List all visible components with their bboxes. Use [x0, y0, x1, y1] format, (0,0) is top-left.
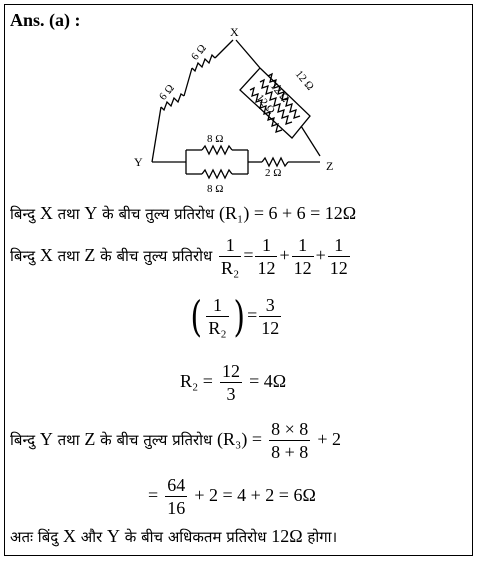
line1-node-x: X: [39, 203, 53, 223]
line6-lhs: =: [148, 485, 159, 505]
line-r2-result: [180, 360, 286, 405]
line1-node-y: Y: [84, 203, 98, 223]
line2-node-x: X: [39, 245, 53, 265]
label-r-xy-upper: 6 Ω: [189, 42, 209, 63]
circuit-diagram: [120, 28, 340, 198]
fraction-1-r2-paren: $\frac{1}{\text{R₂}}$: [208, 295, 227, 338]
fraction-8x8-over-8p8: $\frac{8 \times 8}{8 + 8}$: [271, 419, 309, 462]
line2-node-z: Z: [84, 245, 96, 265]
line7-node-x: X: [63, 526, 76, 546]
line1-text1: बिन्दु: [10, 205, 40, 223]
fraction-12-3: $\frac{12}{3}$: [222, 361, 241, 404]
line7-node-y: Y: [107, 526, 121, 546]
fraction-64-16: $\frac{64}{16}$: [167, 475, 186, 518]
fraction-3-12: $\frac{3}{12}$: [261, 295, 280, 338]
line5-text2: तथा: [52, 431, 85, 449]
line1-expression: (R₁) = 6 + 6 = 12Ω: [219, 203, 357, 223]
line2-text3: के बीच तुल्य प्रतिरोध: [95, 247, 218, 265]
line7-text4: होगा।: [302, 528, 338, 546]
resistor-yz-bottom: [202, 170, 232, 178]
line-r2-simplified: ( $\frac{1}{\text{R₂}}$ ) = $\frac{3}{12}$: [190, 291, 280, 341]
line5-text3: के बीच तुल्य प्रतिरोध: [95, 431, 218, 449]
answer-heading: Ans. (a) :: [10, 10, 81, 30]
line-r3-formula: [10, 418, 341, 463]
label-r-yz-top: 8 Ω: [207, 133, 224, 145]
line-conclusion: [10, 526, 337, 547]
line4-rhs: = 4Ω: [249, 371, 287, 391]
line4-lhs: R₂ =: [180, 371, 213, 391]
resistor-yz-top: [202, 146, 232, 154]
fraction-1-12-c: $\frac{1}{12}$: [329, 235, 348, 278]
label-r-xy-lower: 6 Ω: [157, 82, 177, 103]
line6-rhs: + 2 = 4 + 2 = 6Ω: [194, 485, 316, 505]
node-y-label: Y: [134, 155, 143, 169]
label-r-xz-2: 12 Ω: [267, 80, 291, 105]
line-r1: [10, 203, 356, 224]
line2-text2: तथा: [52, 247, 85, 265]
line5-rhs: + 2: [317, 429, 341, 449]
line2-text1: बिन्दु: [10, 247, 40, 265]
label-r-xz-3: 12 Ω: [253, 92, 277, 117]
fraction-1-12-b: $\frac{1}{12}$: [293, 235, 312, 278]
label-r-yz-series: 2 Ω: [265, 167, 282, 179]
line1-text2: तथा: [52, 205, 85, 223]
line-r2-formula: बिन्दु X तथा Z के बीच तुल्य प्रतिरोध $\frac{1}{\text{R₂}}$ = $\frac{1}{12}$ + $\frac{1}{12}$ + $\frac{1}{12}$: [10, 235, 348, 278]
line5-lhs: (R₃) =: [217, 429, 262, 449]
fraction-1-12-a: $\frac{1}{12}$: [257, 235, 276, 278]
line7-text2: और: [76, 528, 108, 546]
line5-text1: बिन्दु: [10, 431, 40, 449]
fraction-1-r2: $\frac{1}{\text{R₂}}$: [221, 235, 240, 278]
label-r-yz-bottom: 8 Ω: [207, 183, 224, 195]
line-r3-result: [148, 474, 316, 519]
line1-text3: के बीच तुल्य प्रतिरोध: [97, 205, 220, 223]
resistor-yz-series: [262, 158, 288, 166]
line5-node-z: Z: [84, 429, 96, 449]
line5-node-y: Y: [39, 429, 53, 449]
node-z-label: Z: [326, 159, 334, 173]
label-r-xz-1: 12 Ω: [292, 68, 316, 93]
line7-value: 12Ω: [271, 526, 303, 546]
node-x-label: X: [230, 28, 239, 39]
line7-text1: अतः बिंदु: [10, 528, 63, 546]
line7-text3: के बीच अधिकतम प्रतिरोध: [120, 528, 272, 546]
